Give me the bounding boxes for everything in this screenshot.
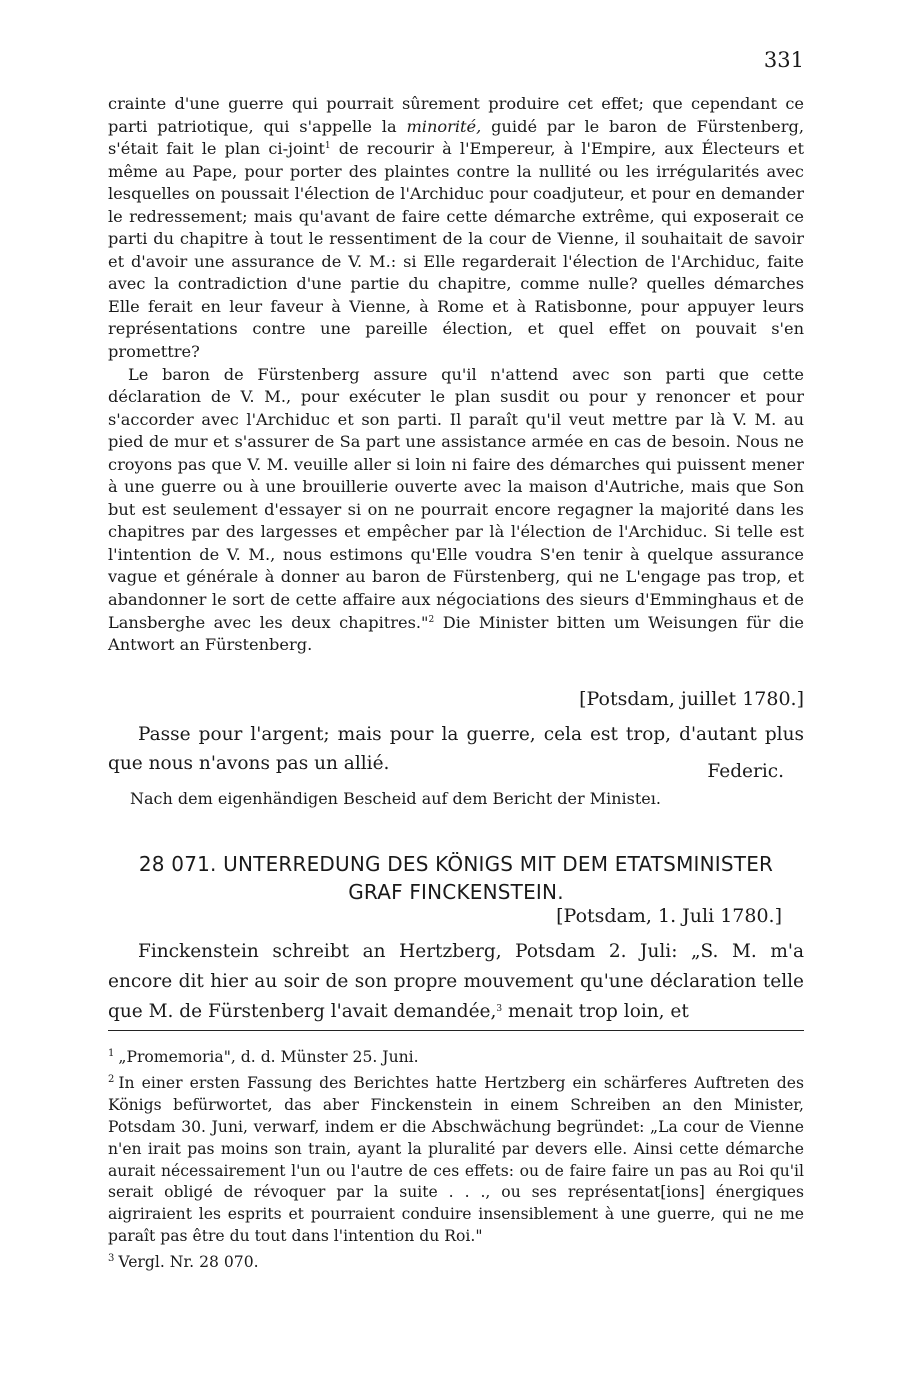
royal-decision: Passe pour l'argent; mais pour la guerre, cela est trop, d'autant plus que nous n'avons pas un allié. [108, 724, 804, 774]
paragraph-text: de recourir à l'Empereur, à l'Empire, aux Électeurs et même au Pape, pour porter des plaintes contre la nullité ou les irrégularités avec lesquelles on poussait l'élection de l'Archiduc pour coadjuteur, et pour en demander le redressement; mais qu'avant de faire cette démarche extrême, qui exposerait ce parti du chapitre à tout le ressentiment de la cour de Vienne, il souhaitait de savoir et d'avoir une assurance de V. M.: si Elle regarderait l'élection de l'Archiduc, faite avec la contradiction d'une partie du chapitre, comme nulle? quelles démarches Elle ferait en leur faveur à Vienne, à Rome et à Ratisbonne, pour appuyer leurs représentations contre une pareille élection, et quel effet on pouvait s'en promettre? [108, 139, 804, 362]
footnote-text: „Promemoria", d. d. Münster 25. Juni. [118, 1048, 419, 1066]
footnote-reference[interactable]: 3 [496, 1004, 503, 1014]
date-line: [Potsdam, juillet 1780.] [579, 688, 804, 710]
heading-line: GRAF FINCKENSTEIN. [348, 880, 564, 904]
footnote-reference[interactable]: 1 [324, 141, 331, 152]
source-note: Nach dem eigenhändigen Bescheid auf dem Bericht der Ministeı. [130, 789, 661, 808]
footnote-text: In einer ersten Fassung des Berichtes hatte Hertzberg ein schärferes Auftreten des Königs befürwortet, das aber Finckenstein in einem Schreiben an den Minister, Potsdam 30. Juni, verwarf, indem er die Abschwächung begründet: „La cour de Vienne n'en irait pas moins son train, ayant la pluralité par devers elle. Ainsi cette démarche aurait nécessairement l'un ou l'autre de ces effets: ou de faire faire un pas au Roi qu'il serait obligé de révoquer par la suite . . ., ou ses représentat[ions] énergiques aigriraient les esprits et pourraient conduire insensiblement à une guerre, qui ne me paraît pas être du tout dans l'intention du Roi." [108, 1073, 804, 1246]
footnote-reference[interactable]: 2 [428, 614, 435, 625]
conversation-paragraph [108, 937, 804, 1027]
document-heading [108, 850, 804, 906]
paragraph-text: guidé par le baron de Fürstenberg, s'était fait le plan ci-joint [108, 116, 804, 159]
report-body [108, 93, 804, 657]
paragraph-text: Finckenstein schreibt an Hertzberg, Potsdam 2. Juli: „S. M. m'a encore dit hier au soir de son propre mouvement qu'une déclaration telle que M. de Fürstenberg l'avait demandée, [108, 941, 804, 1022]
paragraph-text: menait trop loin, et [502, 1001, 689, 1022]
footnote [108, 1069, 804, 1248]
footnote-divider [108, 1030, 804, 1031]
date-line: [Potsdam, 1. Juli 1780.] [556, 905, 782, 927]
footnote-mark: 2 [108, 1073, 115, 1085]
footnote-mark: 3 [108, 1253, 115, 1265]
heading-line: 28 071. UNTERREDUNG DES KÖNIGS MIT DEM ETATSMINISTER [138, 852, 774, 876]
footnotes [108, 1043, 804, 1274]
footnote [108, 1043, 804, 1069]
footnote-text: Vergl. Nr. 28 070. [118, 1253, 259, 1272]
paragraph-text: Le baron de Fürstenberg assure qu'il n'attend avec son parti que cette déclaration de V. M., pour exécuter le plan susdit ou pour y renoncer et pour s'accorder avec l'Archiduc et son parti. Il paraît qu'il veut mettre par là V. M. au pied de mur et s'assurer de Sa part une assistance armée en cas de besoin. Nous ne croyons pas que V. M. veuille aller si loin ni faire des démarches qui puissent mener à une guerre ou à une brouillerie ouverte avec la maison d'Autriche, mais que Son but est seulement d'essayer si on ne pourrait encore regagner la majorité dans les chapitres par des largesses et empêcher par là l'élection de l'Archiduc. Si telle est l'intention de V. M., nous estimons qu'Elle voudra S'en tenir à quelque assurance vague et générale à donner au baron de Fürstenberg, qui ne L'engage pas trop, et abandonner le sort de cette affaire aux négociations des sieurs d'Emminghaus et de Lansberghe avec les deux chapitres." [108, 364, 804, 632]
paragraph-text: Die Minister bitten um Weisungen für die Antwort an Fürstenberg. [108, 612, 804, 655]
signature: Federic. [707, 761, 784, 782]
paragraph-text: crainte d'une guerre qui pourrait sûrement produire cet effet; que cependant ce parti patriotique, qui s'appelle la [108, 94, 804, 136]
report-paragraph [108, 93, 804, 364]
report-paragraph [108, 364, 804, 657]
italic-term: minorité, [406, 116, 482, 136]
page-number: 331 [763, 48, 804, 72]
footnote-mark: 1 [108, 1048, 115, 1059]
footnote [108, 1248, 804, 1274]
